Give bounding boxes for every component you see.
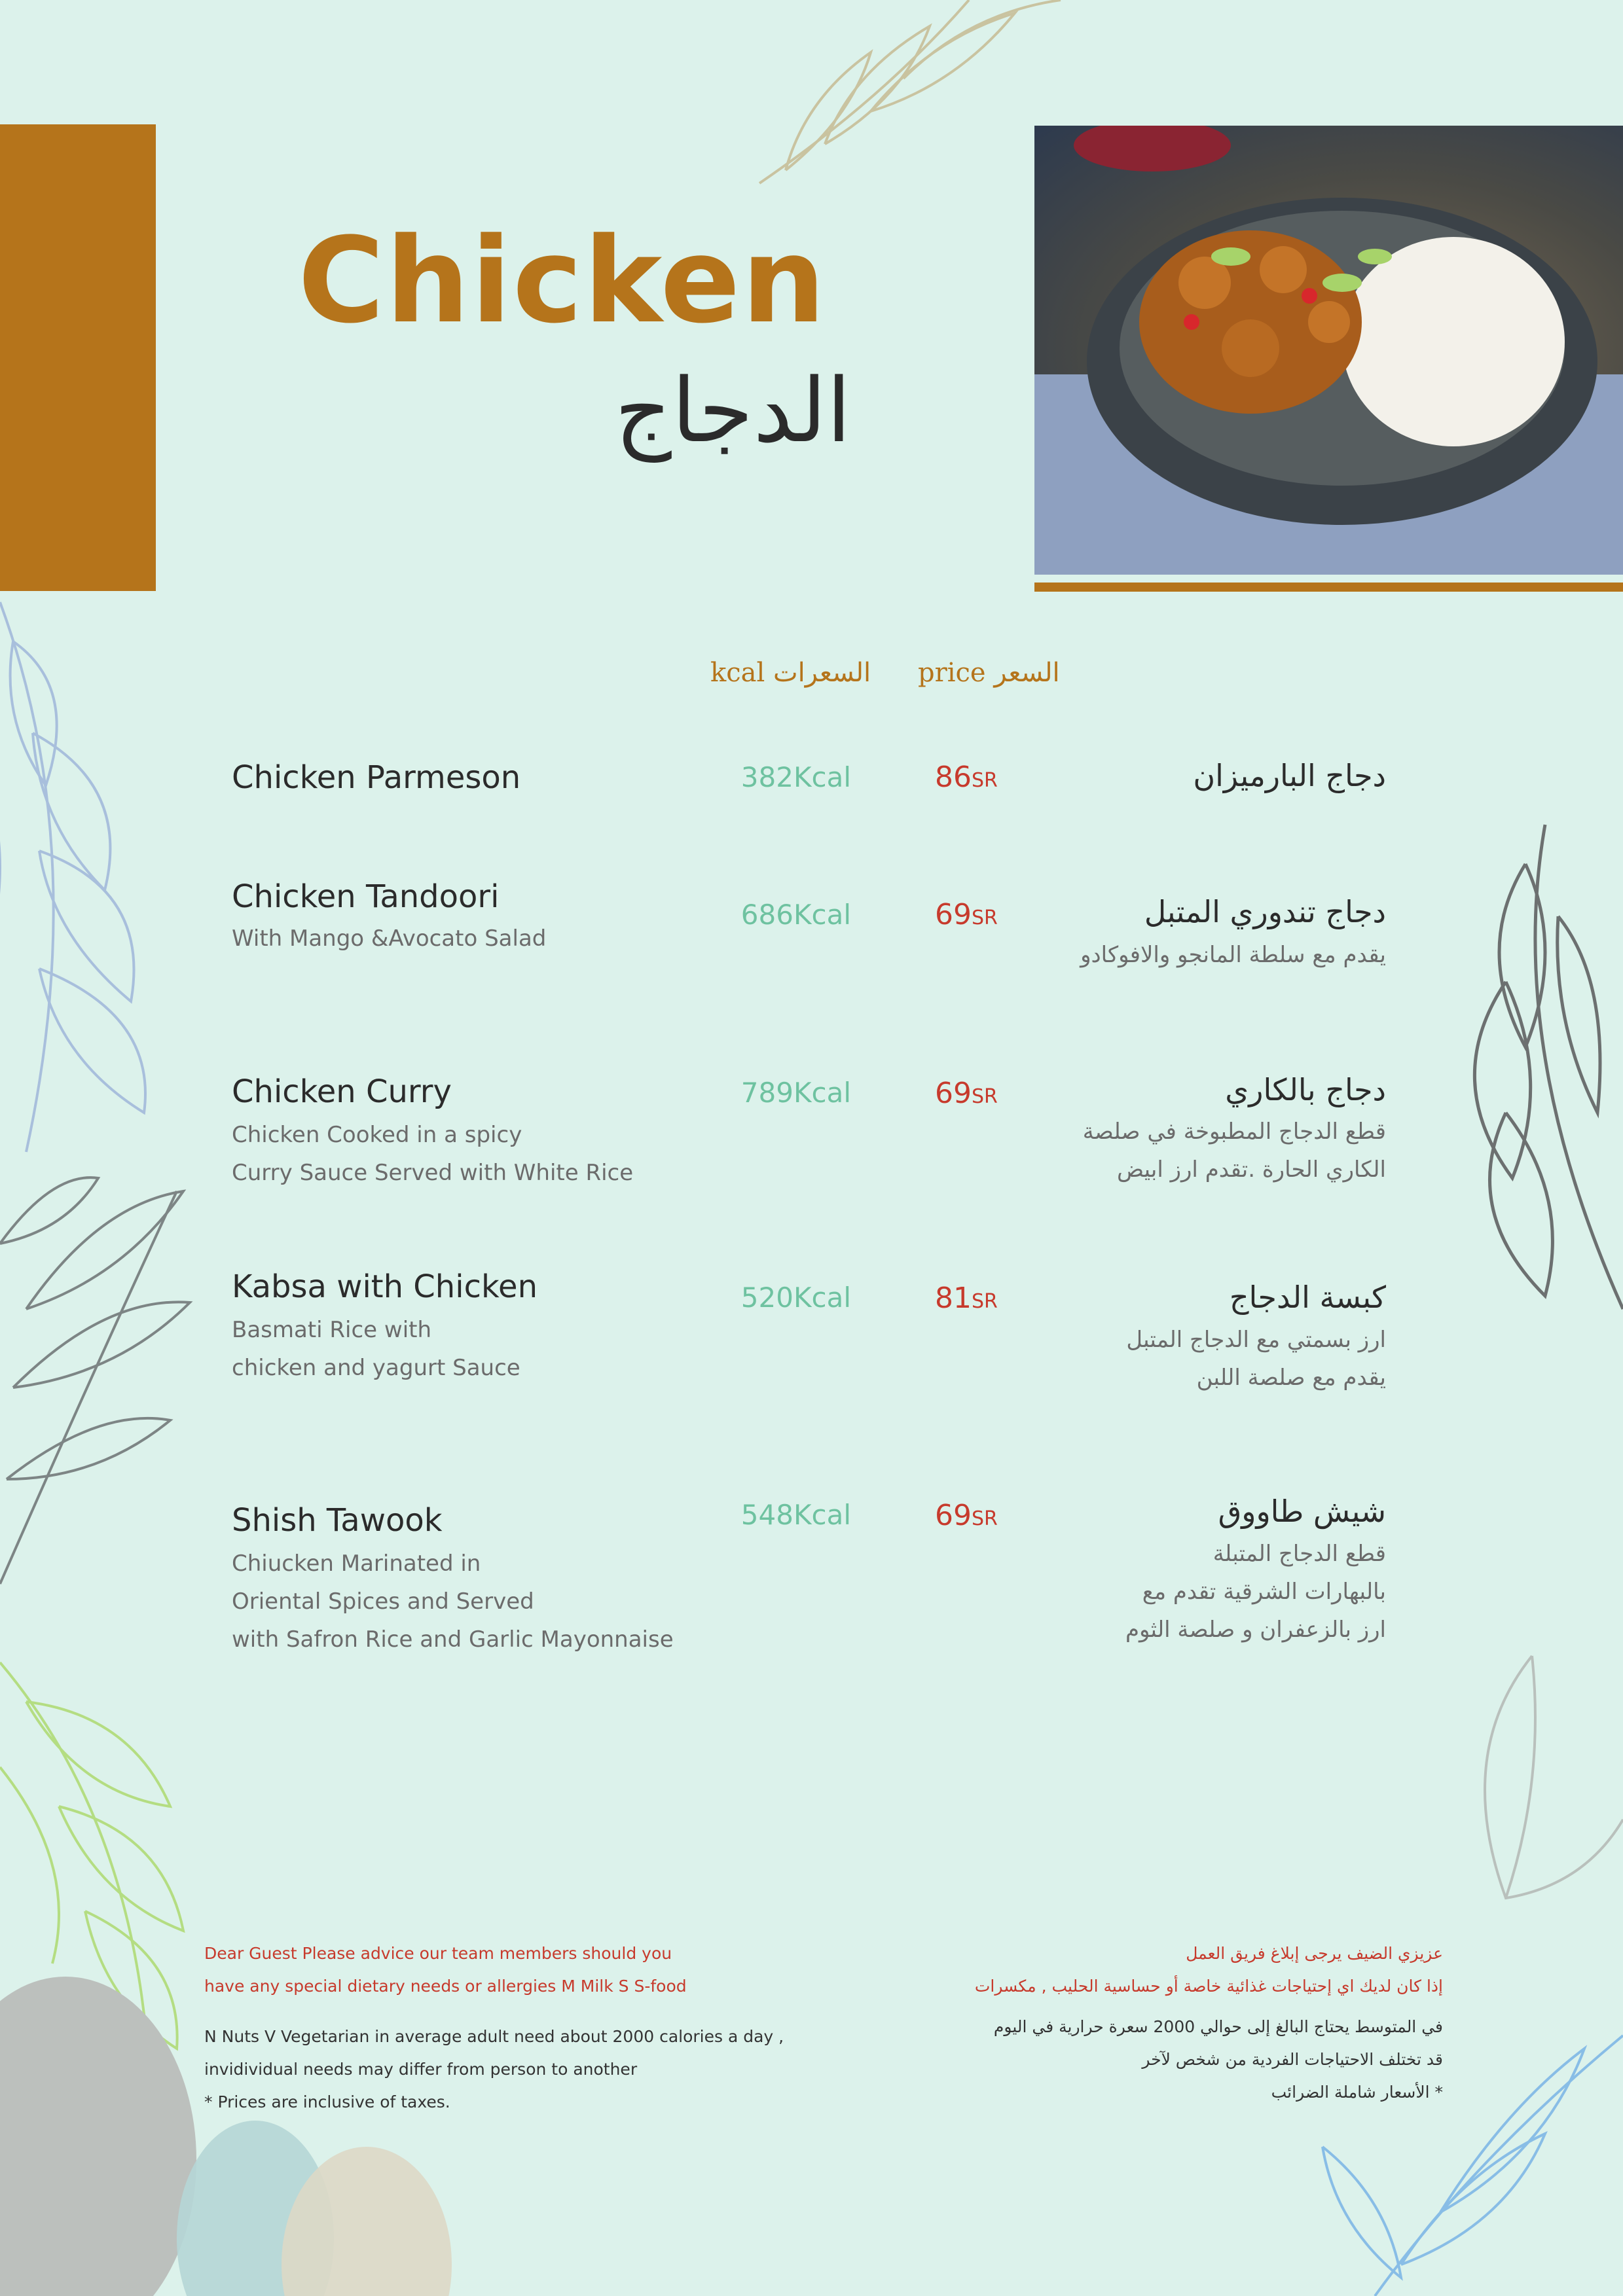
price-column-header: price السعر <box>918 658 1060 688</box>
item-description: Chiucken Marinated in Oriental Spices and Served with Safron Rice and Garlic Mayonnaise <box>232 1551 674 1653</box>
footer-allergy-note-arabic: عزيزي الضيف يرجى إبلاغ فريق العمل إذا كان لديك اي إحتياجات غذائية خاصة أو حساسية الحليب , مكسرات <box>974 1944 1443 1996</box>
footer-calorie-note-arabic: في المتوسط يحتاج البالغ إلى حوالي 2000 سعرة حرارية في اليوم قد تختلف الاحتياجات الفردية من شخص لآخر * الأسعار شاملة الضرائب <box>993 2017 1443 2102</box>
item-description-arabic: ارز بسمتي مع الدجاج المتبل يقدم مع صلصة اللبن <box>1126 1327 1386 1391</box>
item-name-arabic: شيش طاووق <box>1218 1494 1386 1529</box>
item-price: 86SR <box>935 761 998 794</box>
item-name-arabic: كبسة الدجاج <box>1229 1280 1386 1315</box>
item-name: Chicken Curry <box>232 1073 452 1110</box>
photo-underline <box>1034 583 1623 592</box>
page-title: Chicken <box>298 213 827 350</box>
item-name-arabic: دجاج تندوري المتبل <box>1144 894 1386 929</box>
item-kcal: 686Kcal <box>740 899 851 931</box>
item-price: 69SR <box>935 1499 998 1532</box>
item-description-arabic: قطع الدجاج المتبلة بالبهارات الشرقية تقدم مع ارز بالزعفران و صلصة الثوم <box>1125 1541 1386 1643</box>
item-kcal: 382Kcal <box>740 761 851 793</box>
item-name: Chicken Tandoori <box>232 878 500 915</box>
item-name: Shish Tawook <box>232 1502 443 1539</box>
item-description: Chicken Cooked in a spicy Curry Sauce Served with White Rice <box>232 1122 634 1186</box>
item-name: Kabsa with Chicken <box>232 1268 538 1305</box>
footer-allergy-note: Dear Guest Please advice our team members should you have any special dietary needs or allergies M Milk S S-food <box>204 1944 687 1996</box>
item-price: 81SR <box>935 1282 998 1315</box>
item-price: 69SR <box>935 898 998 931</box>
item-kcal: 548Kcal <box>740 1499 851 1531</box>
kcal-column-header: kcal السعرات <box>710 658 871 688</box>
footer-calorie-note: N Nuts V Vegetarian in average adult need about 2000 calories a day , invidividual needs may differ from person to another * Prices are inclusive of taxes. <box>204 2027 784 2111</box>
item-description-arabic: يقدم مع سلطة المانجو والافوكادو <box>1080 942 1386 968</box>
item-name: Chicken Parmeson <box>232 759 521 796</box>
page-title-arabic: الدجاج <box>614 359 851 462</box>
dish-photo <box>1034 126 1623 575</box>
item-name-arabic: دجاج بالكاري <box>1225 1072 1386 1107</box>
item-description: Basmati Rice with chicken and yagurt Sauce <box>232 1317 520 1381</box>
item-description-arabic: قطع الدجاج المطبوخة في صلصة الكاري الحارة .تقدم ارز ابيض <box>1082 1119 1386 1183</box>
item-name-arabic: دجاج البارميزان <box>1193 758 1386 793</box>
item-kcal: 789Kcal <box>740 1077 851 1109</box>
item-kcal: 520Kcal <box>740 1282 851 1314</box>
item-description: With Mango &Avocato Salad <box>232 925 547 952</box>
accent-block <box>0 124 156 591</box>
item-price: 69SR <box>935 1077 998 1110</box>
